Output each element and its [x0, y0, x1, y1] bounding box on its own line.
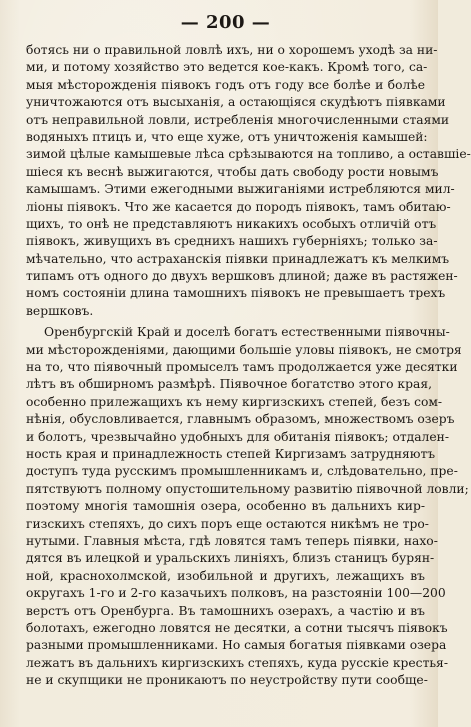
text-line: округахъ 1-го и 2-го казачьихъ полковъ, на разстояніи 100—200 — [26, 586, 446, 601]
paragraph-2 — [26, 324, 469, 689]
text-line: типамъ отъ одного до двухъ вершковъ длиной; даже въ растяжен- — [26, 269, 458, 284]
text-line: Оренбургскій Край и доселѣ богатъ естественными піявочны- — [44, 325, 450, 340]
text-line: ми, и потому хозяйство это ведется кое-какъ. Кромѣ того, са- — [26, 60, 428, 75]
text-line: разными промышленниками. Но самыя богатыя піявками озера — [26, 638, 447, 653]
text-line: на то, что піявочный промыселъ тамъ продолжается уже десятки — [26, 360, 458, 375]
text-line: вершковъ. — [26, 303, 94, 318]
text-line: верстъ отъ Оренбурга. Въ тамошнихъ озерахъ, а частію и въ — [26, 603, 425, 618]
text-line: ной, краснохолмской, изобильной и другихъ, лежащихъ въ — [26, 568, 425, 583]
text-line: лѣтъ въ обширномъ размѣрѣ. Піявочное богатство этого края, — [26, 377, 432, 392]
paragraph-1 — [26, 42, 471, 320]
text-line: лежатъ въ дальнихъ киргизскихъ степяхъ, куда русскіе крестья- — [26, 655, 448, 670]
text-line: ность края и принадлежность степей Киргизамъ затрудняютъ — [26, 446, 436, 461]
text-line: ботясь ни о правильной ловлѣ ихъ, ни о хорошемъ уходѣ за ни- — [26, 43, 438, 57]
text-line: гизскихъ степяхъ, до сихъ поръ еще остаются никѣмъ не тро- — [26, 516, 429, 531]
text-line: номъ состояніи длина тамошнихъ піявокъ не превышаетъ трехъ — [26, 286, 446, 301]
text-line: мѣчательно, что астраханскія піявки принадлежатъ къ мелкимъ — [26, 251, 450, 266]
text-line: отъ неправильной ловли, истребленія многочисленными стаями — [26, 112, 450, 127]
text-line: зимой цѣлые камышевые лѣса срѣзываются на топливо, а оставшіе- — [26, 147, 471, 162]
text-line: нѣнія, обусловливается, главнымъ образомъ, множествомъ озеръ — [26, 412, 455, 427]
text-line: водяныхъ птицъ и, что еще хуже, отъ уничтоженія камышей: — [26, 129, 428, 144]
text-line: уничтожаются отъ высыханія, а остающіяся скудѣютъ піявками — [26, 95, 446, 110]
text-line: болотахъ, ежегодно ловятся не десятки, а сотни тысячъ піявокъ — [26, 620, 448, 635]
text-line: не и скупщики не проникаютъ по неустройству пути сообще- — [26, 673, 428, 688]
text-line: мыя мѣсторожденія піявокъ годъ отъ году все болѣе и болѣе — [26, 77, 425, 92]
text-line: ліоны піявокъ. Что же касается до породъ піявокъ, тамъ обитаю- — [26, 199, 451, 214]
text-line: доступъ туда русскимъ промышленникамъ и, слѣдовательно, пре- — [26, 464, 458, 479]
text-line: особенно прилежащихъ къ нему киргизскихъ степей, безъ сом- — [26, 394, 443, 409]
text-line: дятся въ илецкой и уральскихъ линіяхъ, близъ станицъ бурян- — [26, 551, 435, 566]
text-line: пятствуютъ полному опустошительному развитію піявочной ловли; — [26, 481, 469, 496]
text-line: нутыми. Главныя мѣста, гдѣ ловятся тамъ теперь піявки, нахо- — [26, 533, 438, 548]
text-line: и болотъ, чрезвычайно удобныхъ для обитанія піявокъ; отдален- — [26, 429, 449, 444]
text-line: ми мѣсторожденіями, дающими большіе уловы піявокъ, не смотря — [26, 342, 462, 357]
text-line: поэтому многія тамошнія озера, особенно въ дальнихъ кир- — [26, 499, 425, 514]
text-line: піявокъ, живущихъ въ среднихъ нашихъ губерніяхъ; только за- — [26, 234, 438, 249]
text-line: щихъ, то онѣ не представляютъ никакихъ особыхъ отличій отъ — [26, 216, 437, 231]
text-line: шіеся къ веснѣ выжигаются, чтобы дать свободу рости новымъ — [26, 164, 439, 179]
page-number: — 200 — — [180, 12, 271, 33]
text-line: камышамъ. Этими ежегодными выжиганіями истребляются мил- — [26, 182, 455, 197]
